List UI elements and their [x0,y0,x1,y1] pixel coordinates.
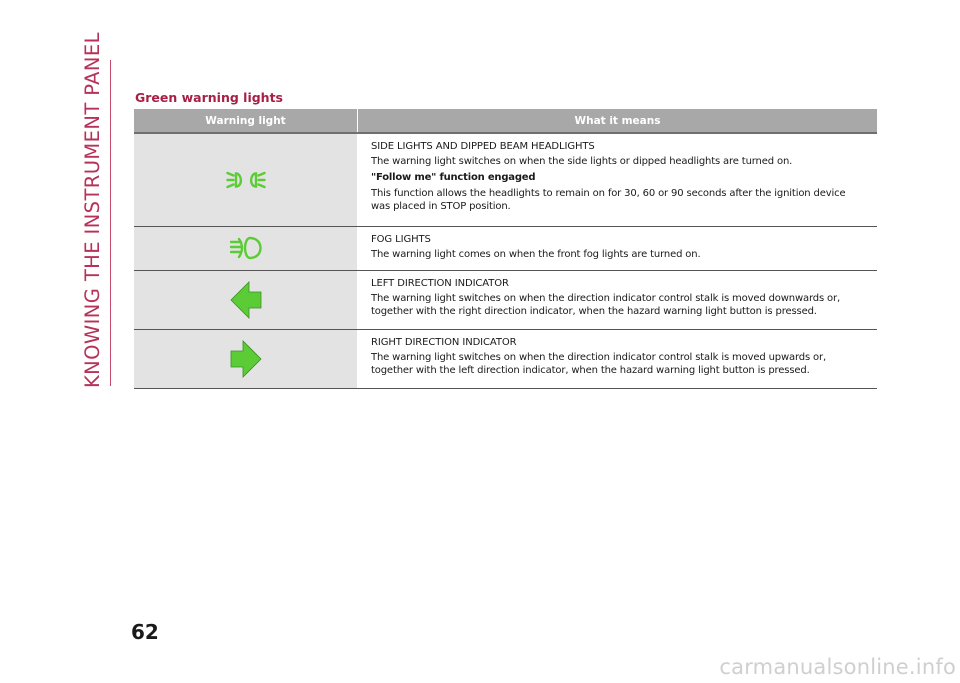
page-number: 62 [131,620,159,644]
left-arrow-icon [230,280,262,320]
table-row [134,227,877,271]
table-row [134,134,877,227]
description-cell [358,330,877,388]
row-text: The warning light switches on when the side lights or dipped headlights are turned on. [371,156,793,167]
row-title: RIGHT DIRECTION INDICATOR [371,337,517,348]
row-subheading: "Follow me" function engaged [371,172,536,183]
fog-lights-icon [228,236,264,262]
row-text: The warning light comes on when the front fog lights are turned on. [371,249,701,260]
header-warning-light: Warning light [205,114,286,127]
icon-cell [134,134,357,226]
warning-lights-table [134,109,877,389]
row-title: FOG LIGHTS [371,234,431,245]
icon-cell [134,271,357,329]
side-lights-icon [226,168,266,192]
section-title: Green warning lights [135,90,283,105]
header-what-it-means: What it means [574,114,661,127]
description-cell [358,227,877,270]
table-row [134,330,877,389]
side-divider [110,60,111,386]
right-arrow-icon [230,339,262,379]
description-cell [358,134,877,226]
icon-cell [134,330,357,388]
watermark: carmanualsonline.info [719,655,956,679]
table-row [134,271,877,330]
row-text-2: This function allows the headlights to remain on for 30, 60 or 90 seconds after the ignition device was placed in STOP position. [371,188,846,212]
description-cell [358,271,877,329]
row-title: LEFT DIRECTION INDICATOR [371,278,509,289]
row-text: The warning light switches on when the direction indicator control stalk is moved downwards or, together with the right direction indicator, when the hazard warning light button is pressed. [371,293,841,317]
side-heading: KNOWING THE INSTRUMENT PANEL [81,32,104,388]
table-header [134,109,877,134]
icon-cell [134,227,357,270]
row-text: The warning light switches on when the direction indicator control stalk is moved upwards or, together with the left direction indicator, when the hazard warning light button is pressed. [371,352,827,376]
row-title: SIDE LIGHTS AND DIPPED BEAM HEADLIGHTS [371,141,595,152]
